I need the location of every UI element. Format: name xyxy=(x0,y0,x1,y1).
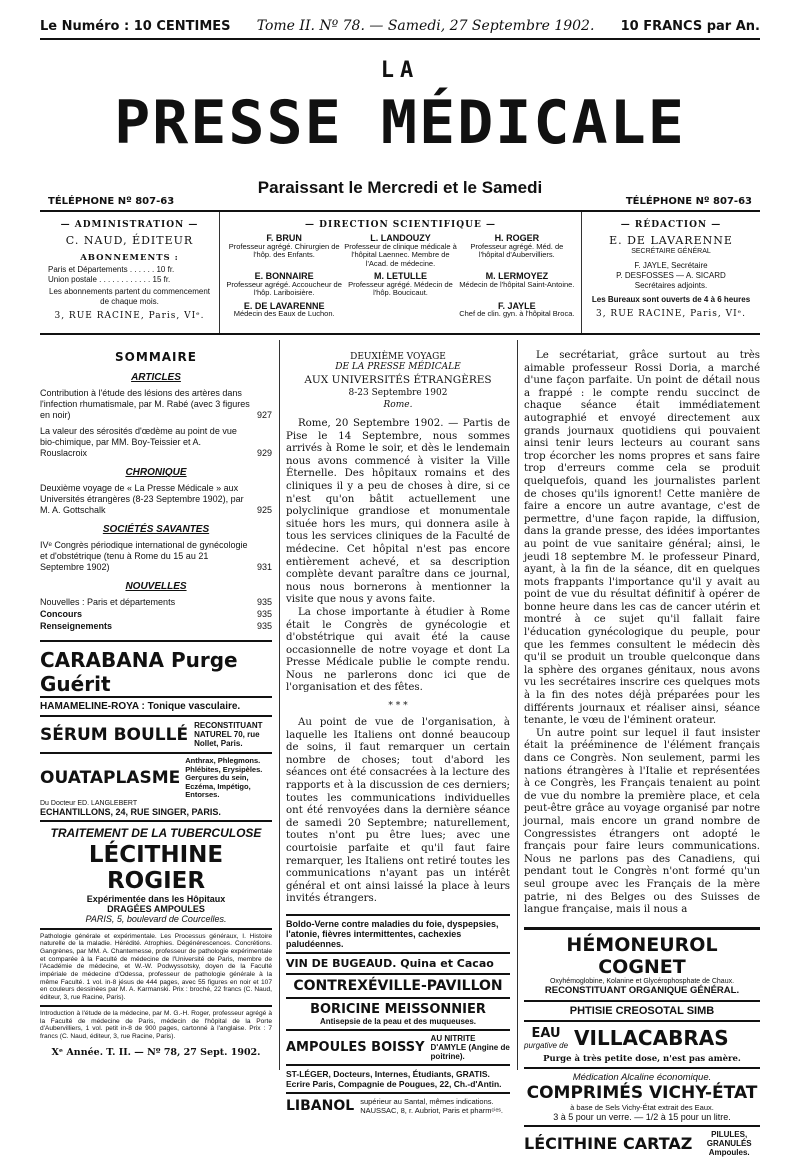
abonnement-line-1: Paris et Départements . . . . . . 10 fr. xyxy=(48,265,175,274)
director-entry: M. LETULLE Professeur agrégé. Médecin de l'hôp. Boucicaut. xyxy=(348,271,453,297)
chronicle-paragraph: La chose importante à étudier à Rome était le Congrès de gynécologie et d'obstétrique qui avait été la cause occasionnelle de notre voyage et dont La Presse Médicale publie le compte rendu. Nous ne parlerons donc ici que de l'organisation et des fêtes. xyxy=(286,606,510,694)
section-break: * * * xyxy=(388,701,408,712)
chronicle-dates: 8-23 Septembre 1902 xyxy=(348,388,448,398)
admin-editor: C. NAUD, ÉDITEUR xyxy=(65,234,194,247)
chronicle-heading-2: DE LA PRESSE MÉDICALE xyxy=(335,362,461,372)
ad-libanol: LIBANOL supérieur au Santal, mêmes indications. NAUSSAC, 8, r. Aubriot, Paris et pharmᶜⁱᵉˢ. xyxy=(286,1092,510,1118)
section-heading-nouvelles: NOUVELLES xyxy=(125,581,187,592)
ad-boricine: BORICINE MEISSONNIER Antisepsie de la peau et des muqueuses. xyxy=(286,997,510,1029)
chronicle-heading-1: DEUXIÈME VOYAGE xyxy=(350,352,446,362)
page-footer: Xᵉ Année. T. II. — Nº 78, 27 Sept. 1902. xyxy=(51,1046,261,1058)
newspaper-subtitle: Paraissant le Mercredi et le Samedi xyxy=(257,178,543,197)
toc-entry[interactable]: IVᵉ Congrès périodique international de gynécologie et d'obstétrique (tenu à Rome du 15 au 21 Septembre 1902) 931 xyxy=(40,540,272,572)
administration-box xyxy=(40,212,220,333)
issue-price: Le Numéro : 10 CENTIMES xyxy=(40,18,231,34)
toc-entry[interactable]: Concours 935 xyxy=(40,609,272,619)
newspaper-title: PRESSE MÉDICALE xyxy=(114,88,686,158)
redaction-box xyxy=(582,212,760,333)
director-entry: H. ROGER Professeur agrégé. Méd. de l'hôpital d'Aubervilliers. xyxy=(470,233,564,259)
director-entry: F. BRUN Professeur agrégé. Chirurgien de l'hôp. des Enfants. xyxy=(228,233,340,259)
redaction-line-3: Secrétaires adjoints. xyxy=(634,281,708,290)
director-entry: F. JAYLE Chef de clin. gyn. à l'hôpital Broca. xyxy=(459,300,575,318)
issue-info: Tome II. Nº 78. — Samedi, 27 Septembre 1902. xyxy=(256,18,595,34)
ad-vichy-etat: Médication Alcaline économique. COMPRIMÉS VICHY-ÉTAT à base de Sels Vichy-État extrait des Eaux. 3 à 5 pour un verre. — 1/2 à 15 pour un litre. xyxy=(524,1067,760,1125)
subscription-price: 10 FRANCS par An. xyxy=(620,18,760,34)
admin-address: 3, RUE RACINE, Paris, VIᵉ. xyxy=(54,311,205,321)
column-divider xyxy=(517,340,518,1070)
redaction-heading: — RÉDACTION — xyxy=(620,220,722,230)
ad-ampoules-boissy: AMPOULES BOISSY AU NITRITE D'AMYLE (Angine de poitrine). xyxy=(286,1029,510,1064)
book-notice-pathologie: Pathologie générale et expérimentale. Les Processus généraux, I. Histoire naturelle de la maladie. Hérédité. Atrophies. Dégénérescences. Concrétions. Gangrènes, par MM. A. Chantemesse, professeur de pathologie expérimentale et comparée à la Faculté de médecine de l'Université de Paris, membre de l'Académie de médecine, et W.-W. Podwyssotsky, doyen de la Faculté impériale de médecine d'Odessa, professeur de pathologie générale à la même Faculté. 1 vol. in-8 jésus de 444 pages, avec 55 figures en noir et 107 en couleurs dessinées par M. A. Karmanski. Prix : broché, 22 francs (C. Naud, éditeur, 3, rue Racine, Paris). xyxy=(40,928,272,1005)
director-entry: L. LANDOUZY Professeur de clinique médicale à l'hôpital Laennec. Membre de l'Acad. de médecine. xyxy=(344,233,457,268)
ad-hemoneurol: HÉMONEUROL COGNET Oxyhémoglobine, Kolanine et Glycérophosphate de Chaux. RECONSTITUANT ORGANIQUE GÉNÉRAL. xyxy=(524,927,760,1000)
redaction-line-2: P. DESFOSSES — A. SICARD xyxy=(616,271,726,280)
direction-members xyxy=(226,234,575,319)
redaction-address: 3, RUE RACINE, Paris, VIᵉ. xyxy=(595,309,747,319)
ad-contrexeville: CONTREXÉVILLE-PAVILLON xyxy=(286,973,510,997)
admin-heading: — ADMINISTRATION — xyxy=(60,220,199,230)
middle-column xyxy=(286,340,510,1115)
column-divider xyxy=(279,340,280,1070)
chronicle-place: Rome. xyxy=(383,400,413,410)
ad-st-leger: ST-LÉGER, Docteurs, Internes, Étudiants, GRATIS. Ecrire Paris, Compagnie de Pougues, 22, Ch.-d'Antin. xyxy=(286,1064,510,1092)
article-paragraph: Le secrétariat, grâce surtout au très aimable professeur Rossi Doria, a marché d'une façon parfaite. Un point de détail nous a frappé : le compte rendu succinct de chaque séance était immédiatement autographié et envoyé directement aux grands journaux quotidiens qui pouvaient ainsi tenir leurs lecteurs au courant sans trop écorcher les noms propres et sans faire trop d'erreurs comme cela se produit quelquefois, quand les journalistes parlent de choses qu'ils ignorent! Cette manière de faire a encore un autre avantage, c'est de permettre, d'une façon rapide, la diffusion, dans la grande presse, des idées importantes au point de vue sanitaire général; ainsi, le jeudi 18 septembre M. le professeur Pinard, ayant, à la fin de la séance, dit en quelques mots frappants l'importance qu'il y avait au point de vue du résultat définitif à opérer de bonne heure dans les cas de cancer utérin et montré à ce sujet qu'il fallait faire l'éducation gynécologique du peuple, pour que les femmes consultent le médecin dès qu'il se produit un trouble quelconque dans la sphère des organes génitaux, nous avons vu les secrétaires inscrire ces quelques mots à la fin des notes déjà préparées pour les différents journaux et réaliser ainsi, séance tenante, le vœu de l'éminent orateur. xyxy=(524,350,760,727)
article-paragraph: Un autre point sur lequel il faut insister était la prééminence de l'élément français dans ce Congrès. Non seulement, parmi les nations étrangères à l'Italie et représentées à ce Congrès, les Français tenaient au point de vue du nombre la première place, et cela peut-être grâce au voyage organisé par notre journal, mais encore un grand nombre de Congressistes étrangers ont adopté le français pour faire leurs communications. Nous ne parlons pas des Canadiens, qui pendant tout le Congrès n'ont formé qu'un seul groupe avec les Français de la mère patrie, ni des Belges ou des Suisses de langue française, mais il nous a xyxy=(524,727,760,916)
director-entry: M. LERMOYEZ Médecin de l'hôpital Saint-Antoine. xyxy=(459,271,575,289)
section-heading-chronique: CHRONIQUE xyxy=(125,467,187,478)
left-column xyxy=(40,340,272,1070)
telephone-left: TÉLÉPHONE Nº 807-63 xyxy=(48,196,175,207)
redaction-name: E. DE LAVARENNE xyxy=(609,234,733,247)
office-hours: Les Bureaux sont ouverts de 4 à 6 heures xyxy=(591,295,751,304)
ad-villacabras: EAU purgative de VILLACABRAS xyxy=(524,1020,760,1054)
ad-carabana: CARABANA Purge Guérit xyxy=(40,640,272,696)
toc-entry[interactable]: Contribution à l'étude des lésions des artères dans l'infection rhumatismale, par M. Rabé (avec 3 figures en noir) 927 xyxy=(40,388,272,420)
chronicle-paragraph: Au point de vue de l'organisation, à laquelle les Italiens ont donné beaucoup de soins, il faut remarquer un certain nombre de choses; tout d'abord les séances ont été consacrées à la lecture des rapports et à la discussion de ces derniers; toutes les communications individuelles ont été renvoyées dans la dernière séance de samedi 20 Septembre; naturellement, toutes n'ont pu être lues; avec une courtoisie parfaite et qu'il faut faire remarquer, les Italiens ont retiré toutes les communications n'ayant pas un intérêt général et ont ainsi laissé la place à leurs invités étrangers. xyxy=(286,717,510,905)
ad-hamameline: HAMAMELINE-ROYA : Tonique vasculaire. xyxy=(40,696,272,715)
toc-entry[interactable]: Renseignements 935 xyxy=(40,621,272,631)
issue-header-bar xyxy=(40,14,760,40)
director-entry: E. BONNAIRE Professeur agrégé. Accoucheur de l'hôp. Lariboisière. xyxy=(226,271,342,297)
ad-villacabras-tagline: Purge à très petite dose, n'est pas amère. xyxy=(543,1053,741,1064)
masthead xyxy=(40,210,760,335)
right-column xyxy=(524,340,760,1157)
ad-vin-bugeaud: VIN DE BUGEAUD. Quina et Cacao xyxy=(286,952,510,973)
telephone-right: TÉLÉPHONE Nº 807-63 xyxy=(625,196,752,207)
director-entry: E. DE LAVARENNE Médecin des Eaux de Luchon. xyxy=(233,300,335,318)
toc-entry[interactable]: Nouvelles : Paris et départements 935 xyxy=(40,597,272,607)
ad-lecithine-rogier: TRAITEMENT DE LA TUBERCULOSE LÉCITHINE ROGIER Expérimentée dans les Hôpitaux DRAGÉES AMPOULES PARIS, 5, boulevard de Courcelles. xyxy=(40,820,272,928)
ad-creosotal: PHTISIE CREOSOTAL SIMB xyxy=(524,1000,760,1020)
sommaire-title: SOMMAIRE xyxy=(115,350,197,364)
toc-entry[interactable]: Deuxième voyage de « La Presse Médicale » aux Universités étrangères (8-23 Septembre 1902), par M. A. Gottschalk 925 xyxy=(40,483,272,515)
ad-serum: SÉRUM BOULLÉ RECONSTITUANT NATUREL 70, rue Nollet, Paris. xyxy=(40,715,272,752)
book-notice-introduction: Introduction à l'étude de la médecine, par M. G.-H. Roger, professeur agrégé à la Faculté de médecine de Paris, médecin de l'hôpital de la Porte d'Aubervilliers, 1 vol. petit in-8 de 900 pages, cartonné à l'anglaise. Prix : 7 francs (C. Naud, éditeur, 3, rue Racine, Paris). xyxy=(40,1005,272,1044)
redaction-role: SECRÉTAIRE GÉNÉRAL xyxy=(631,248,711,255)
direction-box xyxy=(220,212,582,333)
ad-lecithine-cartaz: LÉCITHINE CARTAZ PILULES, GRANULÉS Ampoules. xyxy=(524,1125,760,1160)
ad-ouataplasme: OUATAPLASME Anthrax, Phlegmons. Phlébites, Erysipèles. Gerçures du sein, Eczéma, Impétigo, Entorses. Du Docteur ED. LANGLEBERT ECHANTILLONS, 24, RUE SINGER, PARIS. xyxy=(40,752,272,820)
director-entry xyxy=(342,302,458,319)
abonnement-line-2: Union postale . . . . . . . . . . . . 15 fr. xyxy=(48,275,171,284)
toc-entry[interactable]: La valeur des sérosités d'œdème au point de vue bio-chimique, par MM. Boy-Teissier et A. Rouslacroix 929 xyxy=(40,426,272,458)
ad-boldo-verne: Boldo-Verne contre maladies du foie, dyspepsies, l'atonie, fièvres intermittentes, cachexies paludéennes. xyxy=(286,914,510,952)
redaction-line-1: F. JAYLE, Secrétaire xyxy=(634,261,708,270)
abonnement-note: Les abonnements partent du commencement de chaque mois. xyxy=(49,287,210,306)
chronicle-heading-3: AUX UNIVERSITÉS ÉTRANGÈRES xyxy=(304,374,492,386)
title-article: LA xyxy=(380,58,420,83)
section-heading-societes: SOCIÉTÉS SAVANTES xyxy=(102,524,210,535)
abonnements-heading: ABONNEMENTS : xyxy=(80,253,179,263)
direction-heading: — DIRECTION SCIENTIFIQUE — xyxy=(305,220,496,230)
section-heading-articles: ARTICLES xyxy=(131,372,181,383)
chronicle-paragraph: Rome, 20 Septembre 1902. — Partis de Pise le 14 Septembre, nous sommes arrivés à Rome le soir, et dès le lendemain nous avons commencé à visiter la Ville Éternelle. Des hôpitaux romains et des cliniques il y a peu de choses à dire, si ce n'est qu'on bâtit actuellement une polyclinique grandiose et monumentale située hors les murs, qui donnera asile à tous les services cliniques de la Faculté de médecine. Cet hôpital n'est pas encore entièrement achevé, et sa description complète devant paraître dans ce journal, nous nous bornerons à mentionner la visite que nous y avons faite. xyxy=(286,418,510,606)
